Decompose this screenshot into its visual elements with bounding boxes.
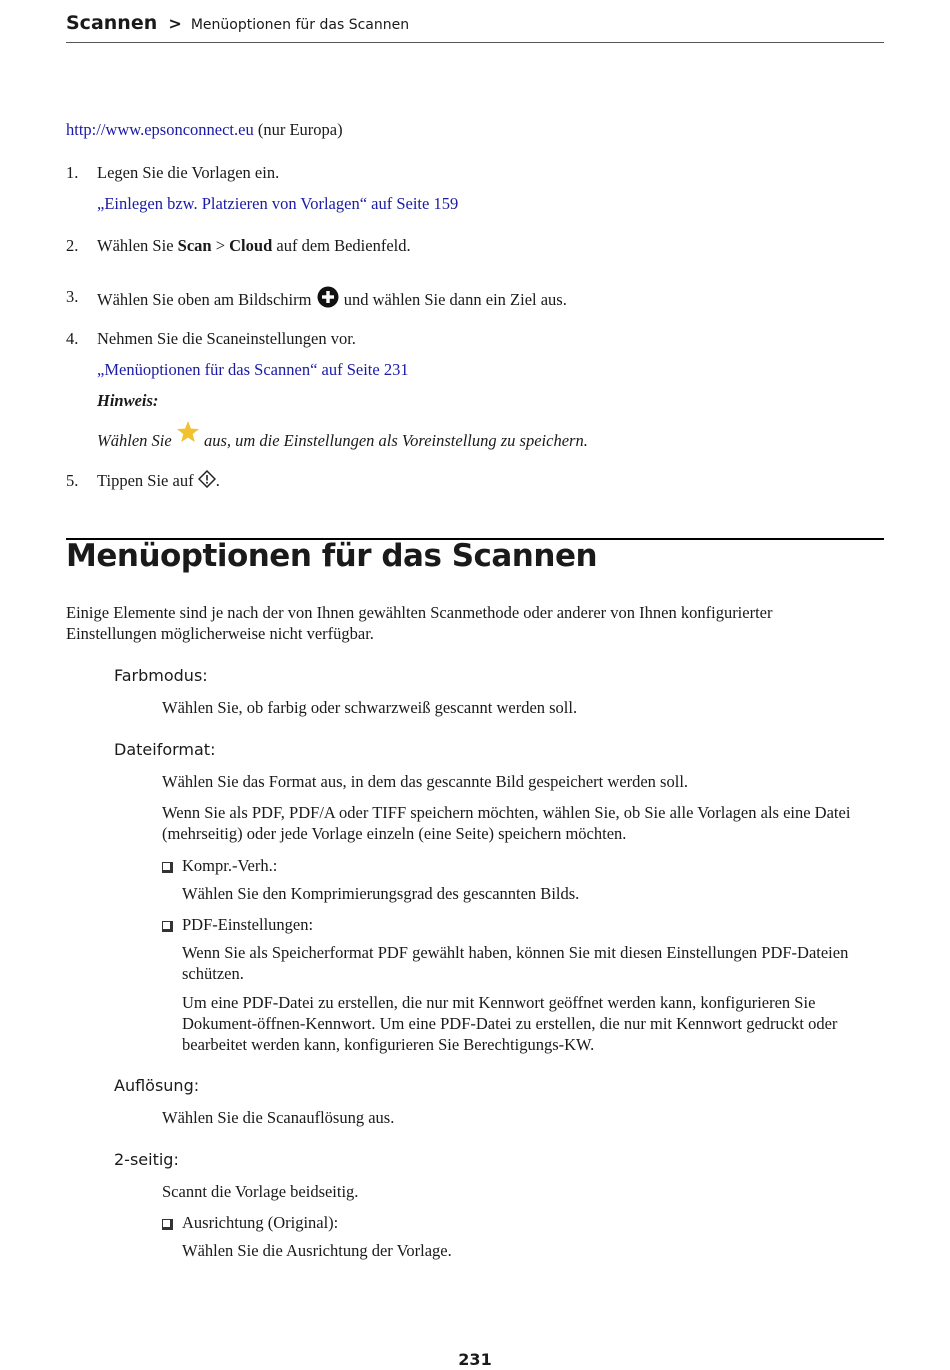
step-text: Legen Sie die Vorlagen ein.: [97, 163, 280, 182]
step-number: 1.: [66, 163, 79, 182]
step-text: [97, 286, 567, 310]
step-text-part: Tippen Sie auf: [97, 471, 194, 490]
desc-pdf-einstellungen-1: Wenn Sie als Speicherformat PDF gewählt haben, können Sie mit diesen Einstellungen PDF-Dateien schützen.: [182, 943, 849, 983]
breadcrumb: [66, 12, 409, 34]
note-text-part: aus, um die Einstellungen als Voreinstellung zu speichern.: [203, 431, 588, 450]
desc-dateiformat-pdf: Wenn Sie als PDF, PDF/A oder TIFF speichern möchten, wählen Sie, ob Sie alle Vorlagen als eine Datei (mehrseitig) oder jede Vorlage einzeln (eine Seite) speichern möchten.: [162, 803, 851, 843]
section-title: Menüoptionen für das Scannen: [66, 538, 598, 574]
step-text-part: auf dem Bedienfeld.: [276, 236, 411, 255]
scan-menu-label: Scan: [177, 236, 212, 255]
step-number: 2.: [66, 236, 79, 255]
section-intro: Einige Elemente sind je nach der von Ihnen gewählten Scanmethode oder anderer von Ihnen konfigurierter Einstellungen möglicherweise nicht verfügbar.: [66, 603, 773, 643]
note-text: [97, 420, 588, 451]
breadcrumb-separator: >: [168, 14, 182, 33]
step-text-part: Wählen Sie: [97, 236, 174, 255]
term-aufloesung: Auflösung:: [114, 1076, 200, 1095]
label-pdf-einstellungen: PDF-Einstellungen:: [182, 915, 314, 934]
step-text-part: und wählen Sie dann ein Ziel aus.: [343, 290, 567, 309]
checkbox-bullet: [162, 918, 173, 936]
desc-farbmodus: Wählen Sie, ob farbig oder schwarzweiß gescannt werden soll.: [162, 698, 578, 717]
label-ausrichtung: Ausrichtung (Original):: [182, 1213, 339, 1232]
step-number: 5.: [66, 471, 79, 490]
page-number: 231: [458, 1350, 492, 1369]
star-icon: [176, 420, 200, 444]
plus-circle-icon: [317, 286, 339, 308]
desc-kompr: Wählen Sie den Komprimierungsgrad des gescannten Bilds.: [182, 884, 580, 903]
url-line: [66, 119, 343, 140]
desc-2-seitig: Scannt die Vorlage beidseitig.: [162, 1182, 359, 1201]
breadcrumb-subsection: Menüoptionen für das Scannen: [190, 17, 410, 33]
note-label: Hinweis:: [97, 391, 159, 410]
step-link[interactable]: „Menüoptionen für das Scannen“ auf Seite 231: [97, 360, 409, 379]
desc-dateiformat: Wählen Sie das Format aus, in dem das gescannte Bild gespeichert werden soll.: [162, 772, 689, 791]
header-divider: [66, 42, 884, 43]
desc-aufloesung: Wählen Sie die Scanauflösung aus.: [162, 1108, 395, 1127]
step-text: Nehmen Sie die Scaneinstellungen vor.: [97, 329, 356, 348]
step-text: [97, 235, 411, 256]
label-kompr: Kompr.-Verh.:: [182, 856, 278, 875]
step-text-part: Wählen Sie oben am Bildschirm: [97, 290, 312, 309]
step-text-separator: >: [215, 236, 226, 255]
term-dateiformat: Dateiformat:: [114, 740, 216, 759]
cloud-menu-label: Cloud: [229, 236, 273, 255]
desc-pdf-einstellungen-2: Um eine PDF-Datei zu erstellen, die nur mit Kennwort geöffnet werden kann, konfigurieren Sie Dokument-öffnen-Kennwort. Um eine PDF-Datei zu erstellen, die nur mit Kennwort gedruckt oder bearbeitet werden kann, konfigurieren Sie Berechtigungs-KW.: [182, 993, 838, 1054]
step-text-part: .: [215, 471, 220, 490]
step-link[interactable]: „Einlegen bzw. Platzieren von Vorlagen“ auf Seite 159: [97, 194, 459, 213]
step-text: [97, 470, 220, 491]
checkbox-bullet: [162, 1216, 173, 1234]
step-number: 3.: [66, 287, 79, 306]
step-number: 4.: [66, 329, 79, 348]
term-2-seitig: 2-seitig:: [114, 1150, 179, 1169]
desc-ausrichtung: Wählen Sie die Ausrichtung der Vorlage.: [182, 1241, 452, 1260]
checkbox-bullet: [162, 859, 173, 877]
url-note: (nur Europa): [257, 120, 343, 139]
term-farbmodus: Farbmodus:: [114, 666, 208, 685]
breadcrumb-section: Scannen: [66, 12, 158, 34]
note-text-part: Wählen Sie: [97, 431, 172, 450]
start-diamond-icon: [198, 470, 216, 488]
epsonconnect-link[interactable]: http://www.epsonconnect.eu: [66, 120, 254, 139]
